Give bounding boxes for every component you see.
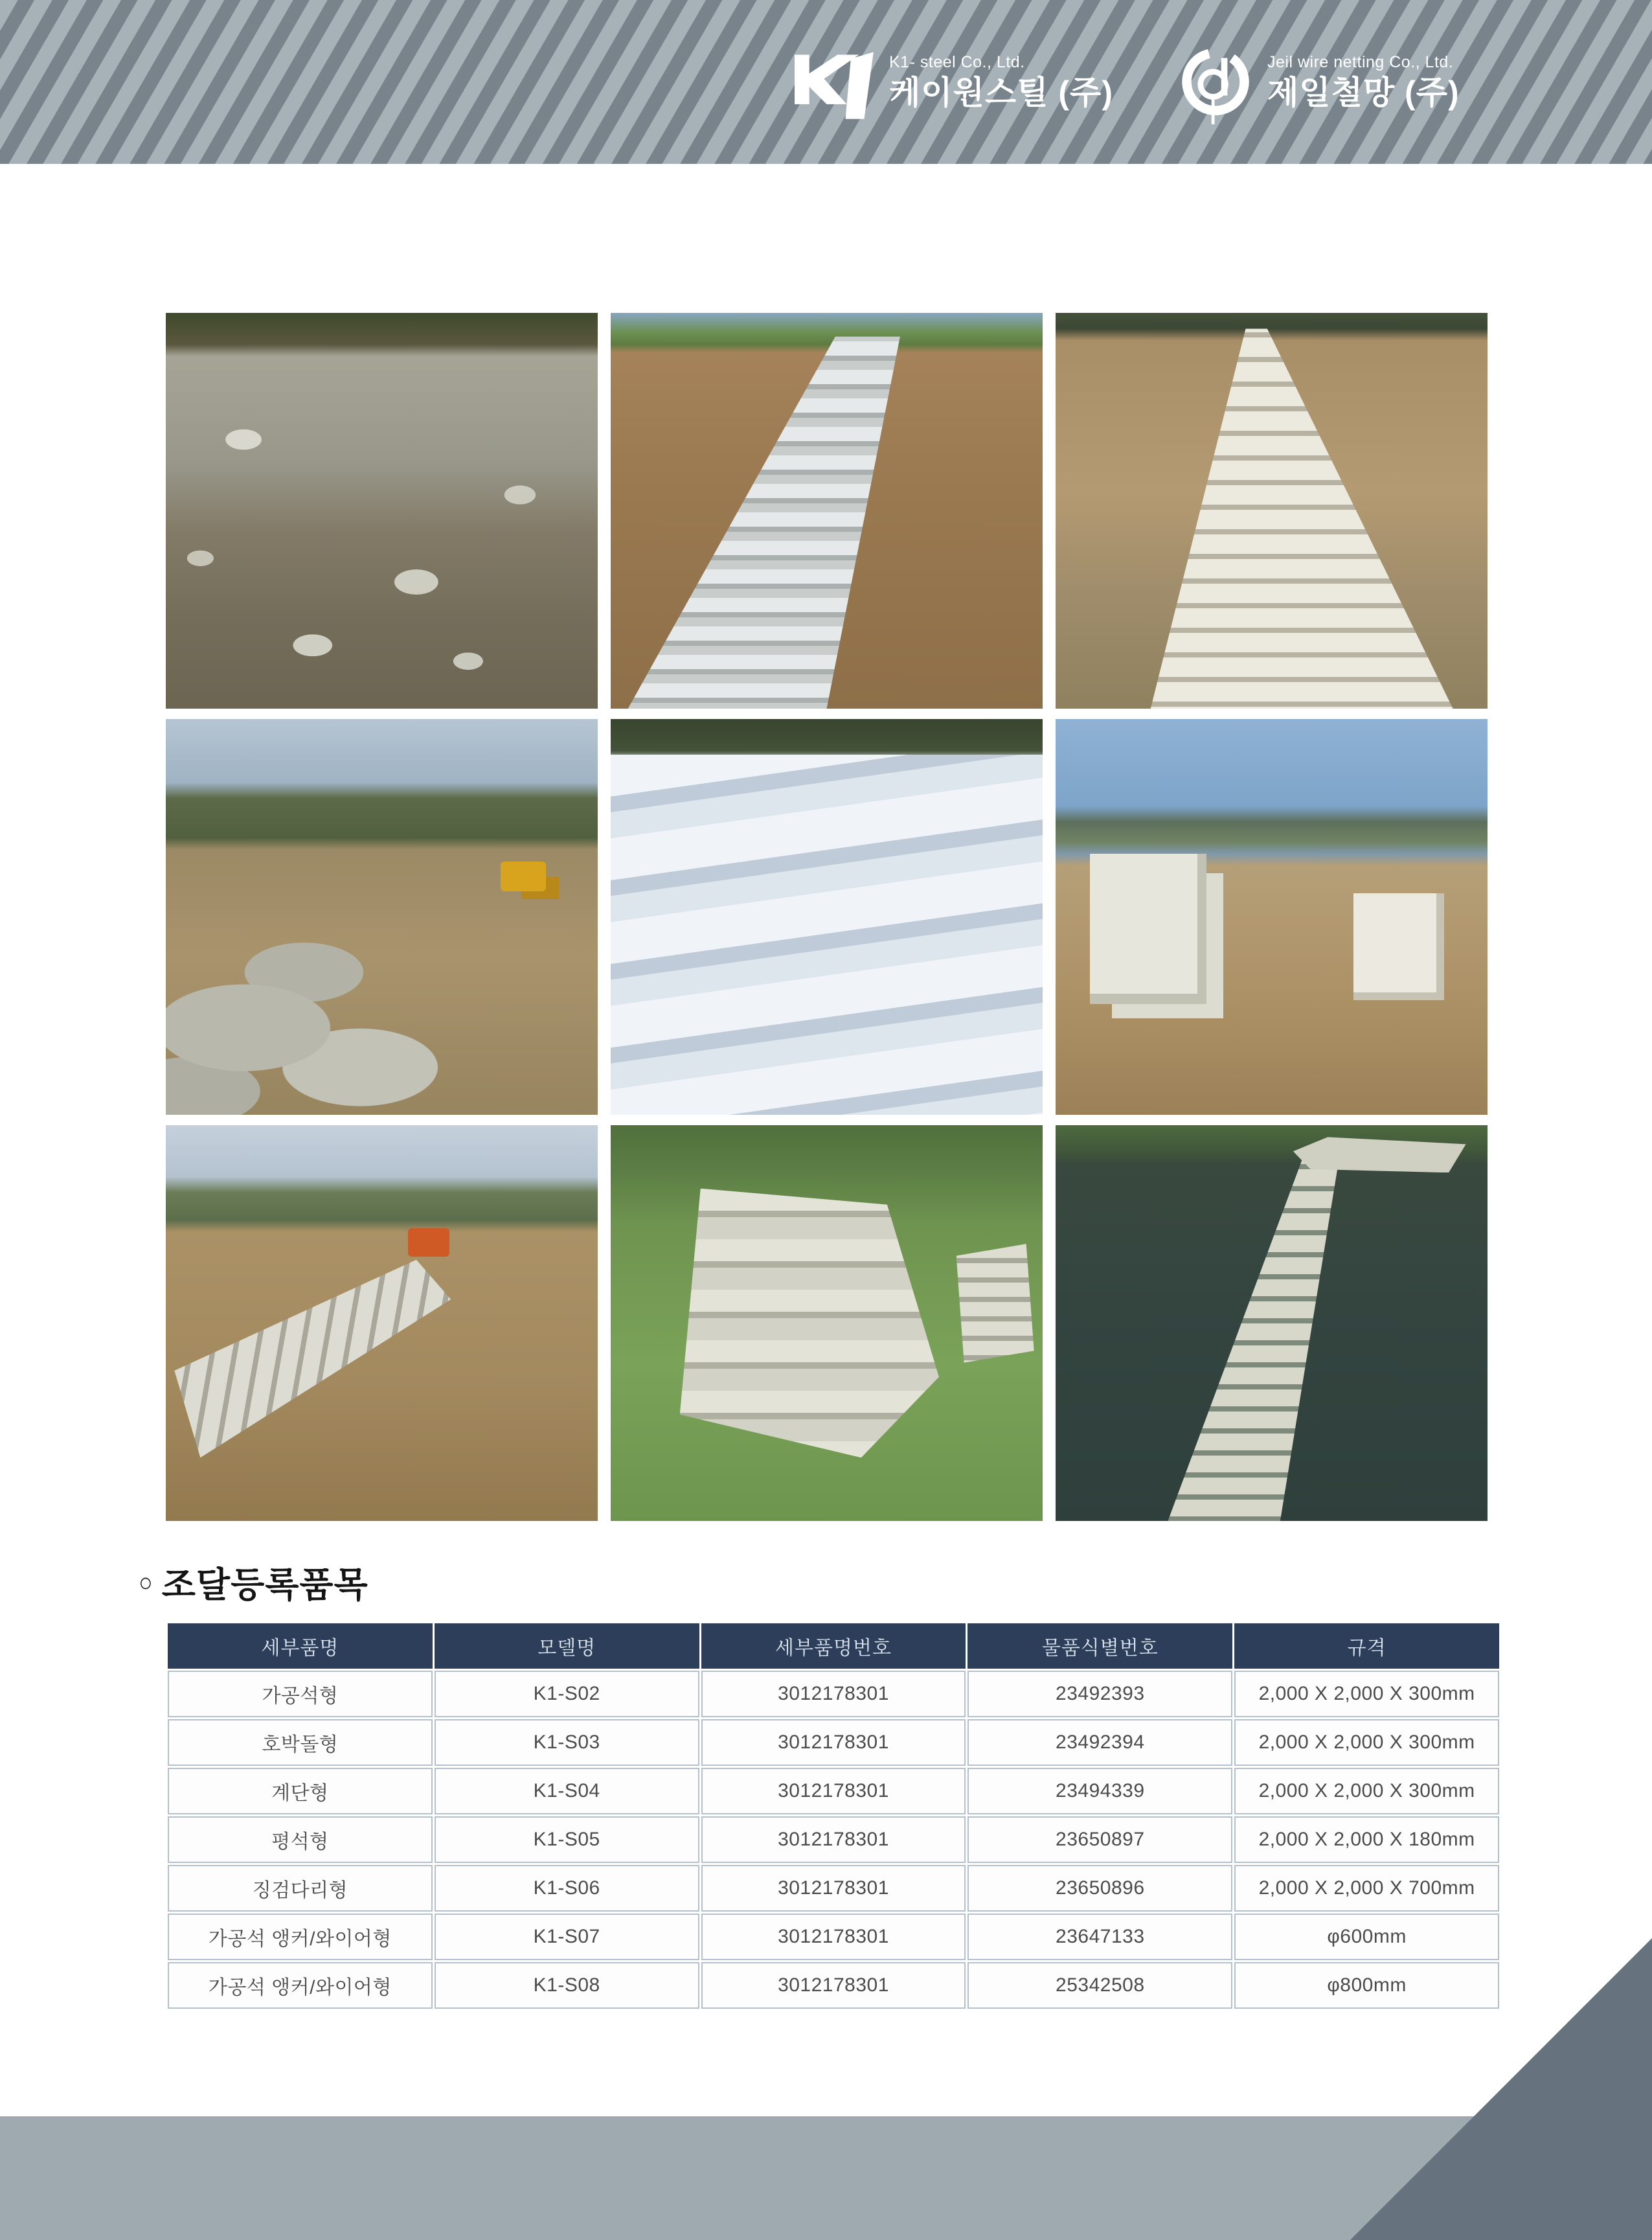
table-cell: 가공석형 <box>168 1671 433 1717</box>
table-cell: φ600mm <box>1234 1914 1499 1960</box>
col-header-item-name: 세부품명 <box>168 1623 433 1669</box>
table-row <box>168 1865 1499 1912</box>
table-row <box>168 1816 1499 1863</box>
col-header-id-number: 물품식별번호 <box>967 1623 1232 1669</box>
table-cell: 3012178301 <box>701 1768 966 1814</box>
photo-embankment-construction <box>166 1125 598 1521</box>
table-cell: φ800mm <box>1234 1962 1499 2009</box>
header-stripe-band <box>0 0 1652 164</box>
table-cell: 23492394 <box>967 1719 1232 1766</box>
table-row <box>168 1719 1499 1766</box>
jeil-wire-logo <box>1178 38 1460 128</box>
table-cell: K1-S06 <box>435 1865 699 1912</box>
table-header-row <box>168 1623 1499 1669</box>
k1-company-en: K1- steel Co., Ltd. <box>889 53 1025 71</box>
table-cell: 2,000 X 2,000 X 700mm <box>1234 1865 1499 1912</box>
jeil-company-en: Jeil wire netting Co., Ltd. <box>1267 53 1454 71</box>
table-row <box>168 1914 1499 1960</box>
k1-logo-icon <box>795 52 875 119</box>
col-header-item-number: 세부품명번호 <box>701 1623 966 1669</box>
table-cell: 23650897 <box>967 1816 1232 1863</box>
photo-stepping-stone-bridge <box>1056 1125 1488 1521</box>
table-cell: 2,000 X 2,000 X 300mm <box>1234 1671 1499 1717</box>
section-title-text: 조달등록품목 <box>161 1566 368 1605</box>
jeil-logo-text <box>1267 38 1460 109</box>
table-cell: K1-S08 <box>435 1962 699 2009</box>
k1-company-ko: 케이원스틸 (주) <box>889 74 1113 111</box>
photo-stepping-stone-path <box>1056 313 1488 709</box>
procurement-items-table <box>166 1621 1501 2011</box>
table-cell: 징검다리형 <box>168 1865 433 1912</box>
table-row <box>168 1962 1499 2009</box>
table-cell: 3012178301 <box>701 1816 966 1863</box>
table-cell: 3012178301 <box>701 1719 966 1766</box>
photo-stone-pile-site <box>166 719 598 1115</box>
table-row <box>168 1768 1499 1814</box>
table-cell: 23492393 <box>967 1671 1232 1717</box>
table-cell: 3012178301 <box>701 1865 966 1912</box>
table-cell: 3012178301 <box>701 1914 966 1960</box>
table-cell: 23650896 <box>967 1865 1232 1912</box>
photo-stone-stair-slope <box>611 313 1043 709</box>
table-cell: 가공석 앵커/와이어형 <box>168 1962 433 2009</box>
circle-bullet-icon: ○ <box>139 1566 153 1597</box>
photo-stone-cubes <box>1056 719 1488 1115</box>
photo-stone-steps-closeup <box>611 719 1043 1115</box>
photo-grid <box>166 313 1488 1521</box>
table-cell: 계단형 <box>168 1768 433 1814</box>
k1-logo-text <box>889 38 1113 109</box>
table-row <box>168 1671 1499 1717</box>
table-cell: 25342508 <box>967 1962 1232 2009</box>
jeil-company-ko: 제일철망 (주) <box>1267 74 1460 111</box>
col-header-model-name: 모델명 <box>435 1623 699 1669</box>
table-cell: 호박돌형 <box>168 1719 433 1766</box>
section-title <box>139 1557 368 1607</box>
table-cell: 평석형 <box>168 1816 433 1863</box>
photo-stacked-blocks <box>611 1125 1043 1521</box>
table-cell: K1-S04 <box>435 1768 699 1814</box>
table-cell: K1-S05 <box>435 1816 699 1863</box>
table-cell: 23494339 <box>967 1768 1232 1814</box>
table-cell: 가공석 앵커/와이어형 <box>168 1914 433 1960</box>
table-cell: K1-S02 <box>435 1671 699 1717</box>
logo-row <box>795 38 1460 128</box>
col-header-spec: 규격 <box>1234 1623 1499 1669</box>
jeil-emblem-icon <box>1178 43 1253 128</box>
k1-steel-logo <box>795 38 1113 119</box>
table-cell: 23647133 <box>967 1914 1232 1960</box>
table-cell: 3012178301 <box>701 1962 966 2009</box>
photo-stone-masonry-stream <box>166 313 598 709</box>
table-cell: 2,000 X 2,000 X 300mm <box>1234 1768 1499 1814</box>
table-cell: 3012178301 <box>701 1671 966 1717</box>
table-cell: 2,000 X 2,000 X 180mm <box>1234 1816 1499 1863</box>
table-cell: K1-S03 <box>435 1719 699 1766</box>
table-cell: 2,000 X 2,000 X 300mm <box>1234 1719 1499 1766</box>
table-cell: K1-S07 <box>435 1914 699 1960</box>
